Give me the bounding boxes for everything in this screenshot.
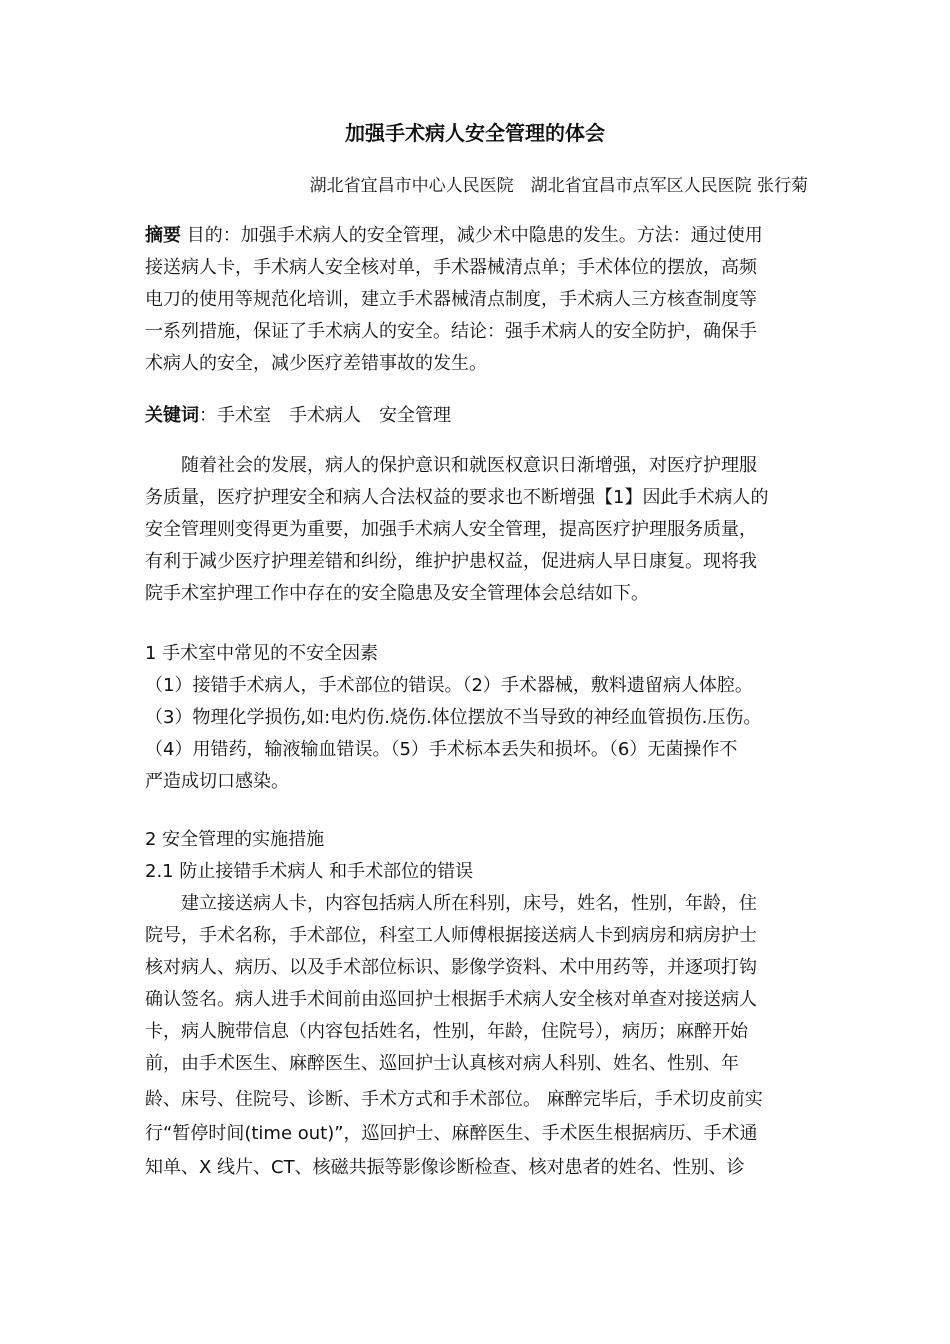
abstract-label: 摘要 <box>145 225 181 246</box>
section-1-line: （3）物理化学损伤,如:电灼伤.烧伤.体位摆放不当导致的神经血管损伤.压伤。 <box>145 707 762 728</box>
section-2-1-heading: 2.1 防止接错手术病人 和手术部位的错误 <box>145 861 474 882</box>
section-2-line: 前，由手术医生、麻醉医生、巡回护士认真核对病人科别、姓名、性别、年 <box>145 1053 739 1074</box>
abstract-line: 接送病人卡，手术病人安全核对单，手术器械清点单；手术体位的摆放，高频 <box>145 257 757 278</box>
section-2-line: 龄、床号、住院号、诊断、手术方式和手术部位。 麻醉完毕后，手术切皮前实 <box>145 1089 763 1110</box>
section-1-line: 严造成切口感染。 <box>145 771 289 792</box>
section-2-line: 核对病人、病历、以及手术部位标识、影像学资料、术中用药等，并逐项打钩 <box>145 957 757 978</box>
intro-line: 务质量，医疗护理安全和病人合法权益的要求也不断增强【1】因此手术病人的 <box>145 487 769 508</box>
section-1-line: （1）接错手术病人，手术部位的错误。（2）手术器械，敷料遗留病人体腔。 <box>145 675 753 696</box>
section-2-line: 行“暂停时间(time out)”，巡回护士、麻醉医生、手术医生根据病历、手术通 <box>145 1123 758 1144</box>
section-1-heading: 1 手术室中常见的不安全因素 <box>145 643 379 664</box>
keywords-text: ：手术室 手术病人 安全管理 <box>199 405 451 426</box>
intro-line: 安全管理则变得更为重要，加强手术病人安全管理，提高医疗护理服务质量， <box>145 519 757 540</box>
section-2-line: 院号，手术名称，手术部位，科室工人师傅根据接送病人卡到病房和病房护士 <box>145 925 757 946</box>
abstract-text: 目的：加强手术病人的安全管理，减少术中隐患的发生。方法：通过使用 <box>181 225 763 246</box>
author-affiliations: 湖北省宜昌市中心人民医院 湖北省宜昌市点军区人民医院 张行菊 <box>309 176 808 196</box>
document-title: 加强手术病人安全管理的体会 <box>345 121 605 145</box>
intro-line: 院手术室护理工作中存在的安全隐患及安全管理体会总结如下。 <box>145 583 649 604</box>
keywords-label: 关键词 <box>145 405 199 426</box>
abstract-line: 一系列措施，保证了手术病人的安全。结论：强手术病人的安全防护，确保手 <box>145 321 757 342</box>
section-2-line: 卡，病人腕带信息（内容包括姓名，性别，年龄，住院号），病历；麻醉开始 <box>145 1021 748 1042</box>
intro-line: 有利于减少医疗护理差错和纠纷，维护护患权益，促进病人早日康复。现将我 <box>145 551 757 572</box>
abstract-line: 术病人的安全，减少医疗差错事故的发生。 <box>145 353 487 374</box>
abstract-line <box>145 222 763 250</box>
section-2-line: 建立接送病人卡，内容包括病人所在科别，床号，姓名，性别，年龄，住 <box>145 893 757 914</box>
section-1-line: （4）用错药，输液输血错误。（5）手术标本丢失和损坏。（6）无菌操作不 <box>145 739 738 760</box>
intro-line: 随着社会的发展，病人的保护意识和就医权意识日渐增强，对医疗护理服 <box>145 455 757 476</box>
section-2-line: 知单、X 线片、CT、核磁共振等影像诊断检查、核对患者的姓名、性别、诊 <box>145 1157 745 1178</box>
keywords-line <box>145 402 451 430</box>
section-2-heading: 2 安全管理的实施措施 <box>145 829 325 850</box>
section-2-line: 确认签名。病人进手术间前由巡回护士根据手术病人安全核对单查对接送病人 <box>145 989 757 1010</box>
abstract-line: 电刀的使用等规范化培训，建立手术器械清点制度，手术病人三方核查制度等 <box>145 289 757 310</box>
